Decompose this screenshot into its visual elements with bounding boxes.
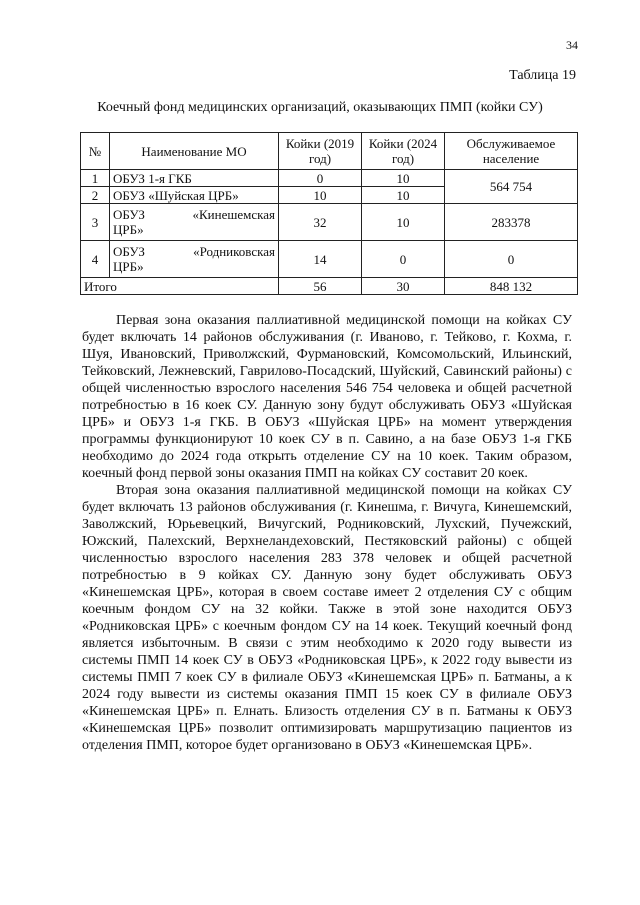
header-beds-2019: Койки (2019 год) <box>279 133 362 170</box>
table-caption: Коечный фонд медицинских организаций, оказывающих ПМП (койки СУ) <box>97 100 543 115</box>
cell-name <box>110 204 279 241</box>
cell-num: 2 <box>81 187 110 204</box>
total-label: Итого <box>81 278 279 295</box>
total-population: 848 132 <box>445 278 578 295</box>
name-line: ЦРБ» <box>113 222 144 237</box>
cell-beds-2024: 10 <box>362 204 445 241</box>
cell-population-merged: 564 754 <box>445 170 578 204</box>
cell-beds-2024: 0 <box>362 241 445 278</box>
cell-beds-2019: 0 <box>279 170 362 187</box>
cell-name: ОБУЗ «Шуйская ЦРБ» <box>110 187 279 204</box>
name-part: «Родниковская <box>193 244 275 259</box>
header-population: Обслуживаемое население <box>445 133 578 170</box>
cell-population: 0 <box>445 241 578 278</box>
cell-num: 4 <box>81 241 110 278</box>
total-beds-2019: 56 <box>279 278 362 295</box>
paragraph-first-zone: Первая зона оказания паллиативной медицинской помощи на койках СУ будет включать 14 районов обслуживания (г. Иваново, г. Тейково, г. Кохма, г. Шуя, Ивановский, Приволжский, Фурмановский, Комсомольский, Ильинский, Тейковский, Лежневский, Гаврилово-Посадский, Шуйский, Савинский районы) с общей численностью взрослого населения 546 754 человека и общей расчетной потребностью в 16 коек СУ. Данную зону будут обслуживать ОБУЗ «Шуйская ЦРБ» и ОБУЗ 1-я ГКБ. В ОБУЗ «Шуйская ЦРБ» на момент утверждения программы функционируют 10 коек СУ в п. Савино, а на базе ОБУЗ 1-я ГКБ необходимо до 2024 года открыть отделение СУ на 10 коек. Таким образом, коечный фонд первой зоны оказания ПМП на койках СУ составит 20 коек. <box>82 313 572 481</box>
cell-name: ОБУЗ 1-я ГКБ <box>110 170 279 187</box>
table-header-row <box>81 133 578 170</box>
header-beds-2024: Койки (2024 год) <box>362 133 445 170</box>
name-line <box>113 207 275 222</box>
name-part: ОБУЗ <box>113 244 145 259</box>
cell-name <box>110 241 279 278</box>
total-beds-2024: 30 <box>362 278 445 295</box>
page-number: 34 <box>566 38 578 52</box>
table-row <box>81 170 578 187</box>
header-num: № <box>81 133 110 170</box>
name-part: ОБУЗ <box>113 207 145 222</box>
cell-num: 3 <box>81 204 110 241</box>
table-row <box>81 204 578 241</box>
cell-beds-2019: 14 <box>279 241 362 278</box>
cell-beds-2024: 10 <box>362 170 445 187</box>
cell-population: 283378 <box>445 204 578 241</box>
header-name: Наименование МО <box>110 133 279 170</box>
cell-num: 1 <box>81 170 110 187</box>
paragraph-second-zone: Вторая зона оказания паллиативной медицинской помощи на койках СУ будет включать 13 районов обслуживания (г. Кинешма, г. Вичуга, Кинешемский, Заволжский, Юрьевецкий, Вичугский, Родниковский, Лухский, Пучежский, Южский, Палехский, Верхнеландеховский, Пестяковский районы) с общей численностью взрослого населения 283 378 человек и общей расчетной потребностью в 9 койках СУ. Данную зону будет обслуживать ОБУЗ «Кинешемская ЦРБ», которая в своем составе имеет 2 отделения СУ с общим коечным фондом СУ на 32 койки. Также в этой зоне находится ОБУЗ «Родниковская ЦРБ» с коечным фондом СУ на 14 коек. Текущий коечный фонд является избыточным. В связи с этим необходимо к 2020 году вывести из системы ПМП 14 коек СУ в ОБУЗ «Родниковская ЦРБ», к 2022 году вывести из системы ПМП 7 коек СУ в филиале ОБУЗ «Кинешемская ЦРБ» п. Батманы, а к 2024 году вывести из системы оказания ПМП 15 коек СУ в филиале ОБУЗ «Кинешемская ЦРБ» п. Елнать. Близость отделения СУ в п. Батманы к ОБУЗ «Кинешемская ЦРБ» позволит оптимизировать маршрутизацию пациентов из отделения ПМП, которое будет организовано в ОБУЗ «Кинешемская ЦРБ». <box>82 483 572 753</box>
table-row <box>81 241 578 278</box>
bed-fund-table <box>80 132 578 295</box>
table-total-row <box>81 278 578 295</box>
name-part: «Кинешемская <box>192 207 275 222</box>
cell-beds-2019: 32 <box>279 204 362 241</box>
name-line: ЦРБ» <box>113 259 144 274</box>
cell-beds-2024: 10 <box>362 187 445 204</box>
table-label: Таблица 19 <box>509 68 576 83</box>
name-line <box>113 244 275 259</box>
cell-beds-2019: 10 <box>279 187 362 204</box>
body-text <box>82 312 572 754</box>
